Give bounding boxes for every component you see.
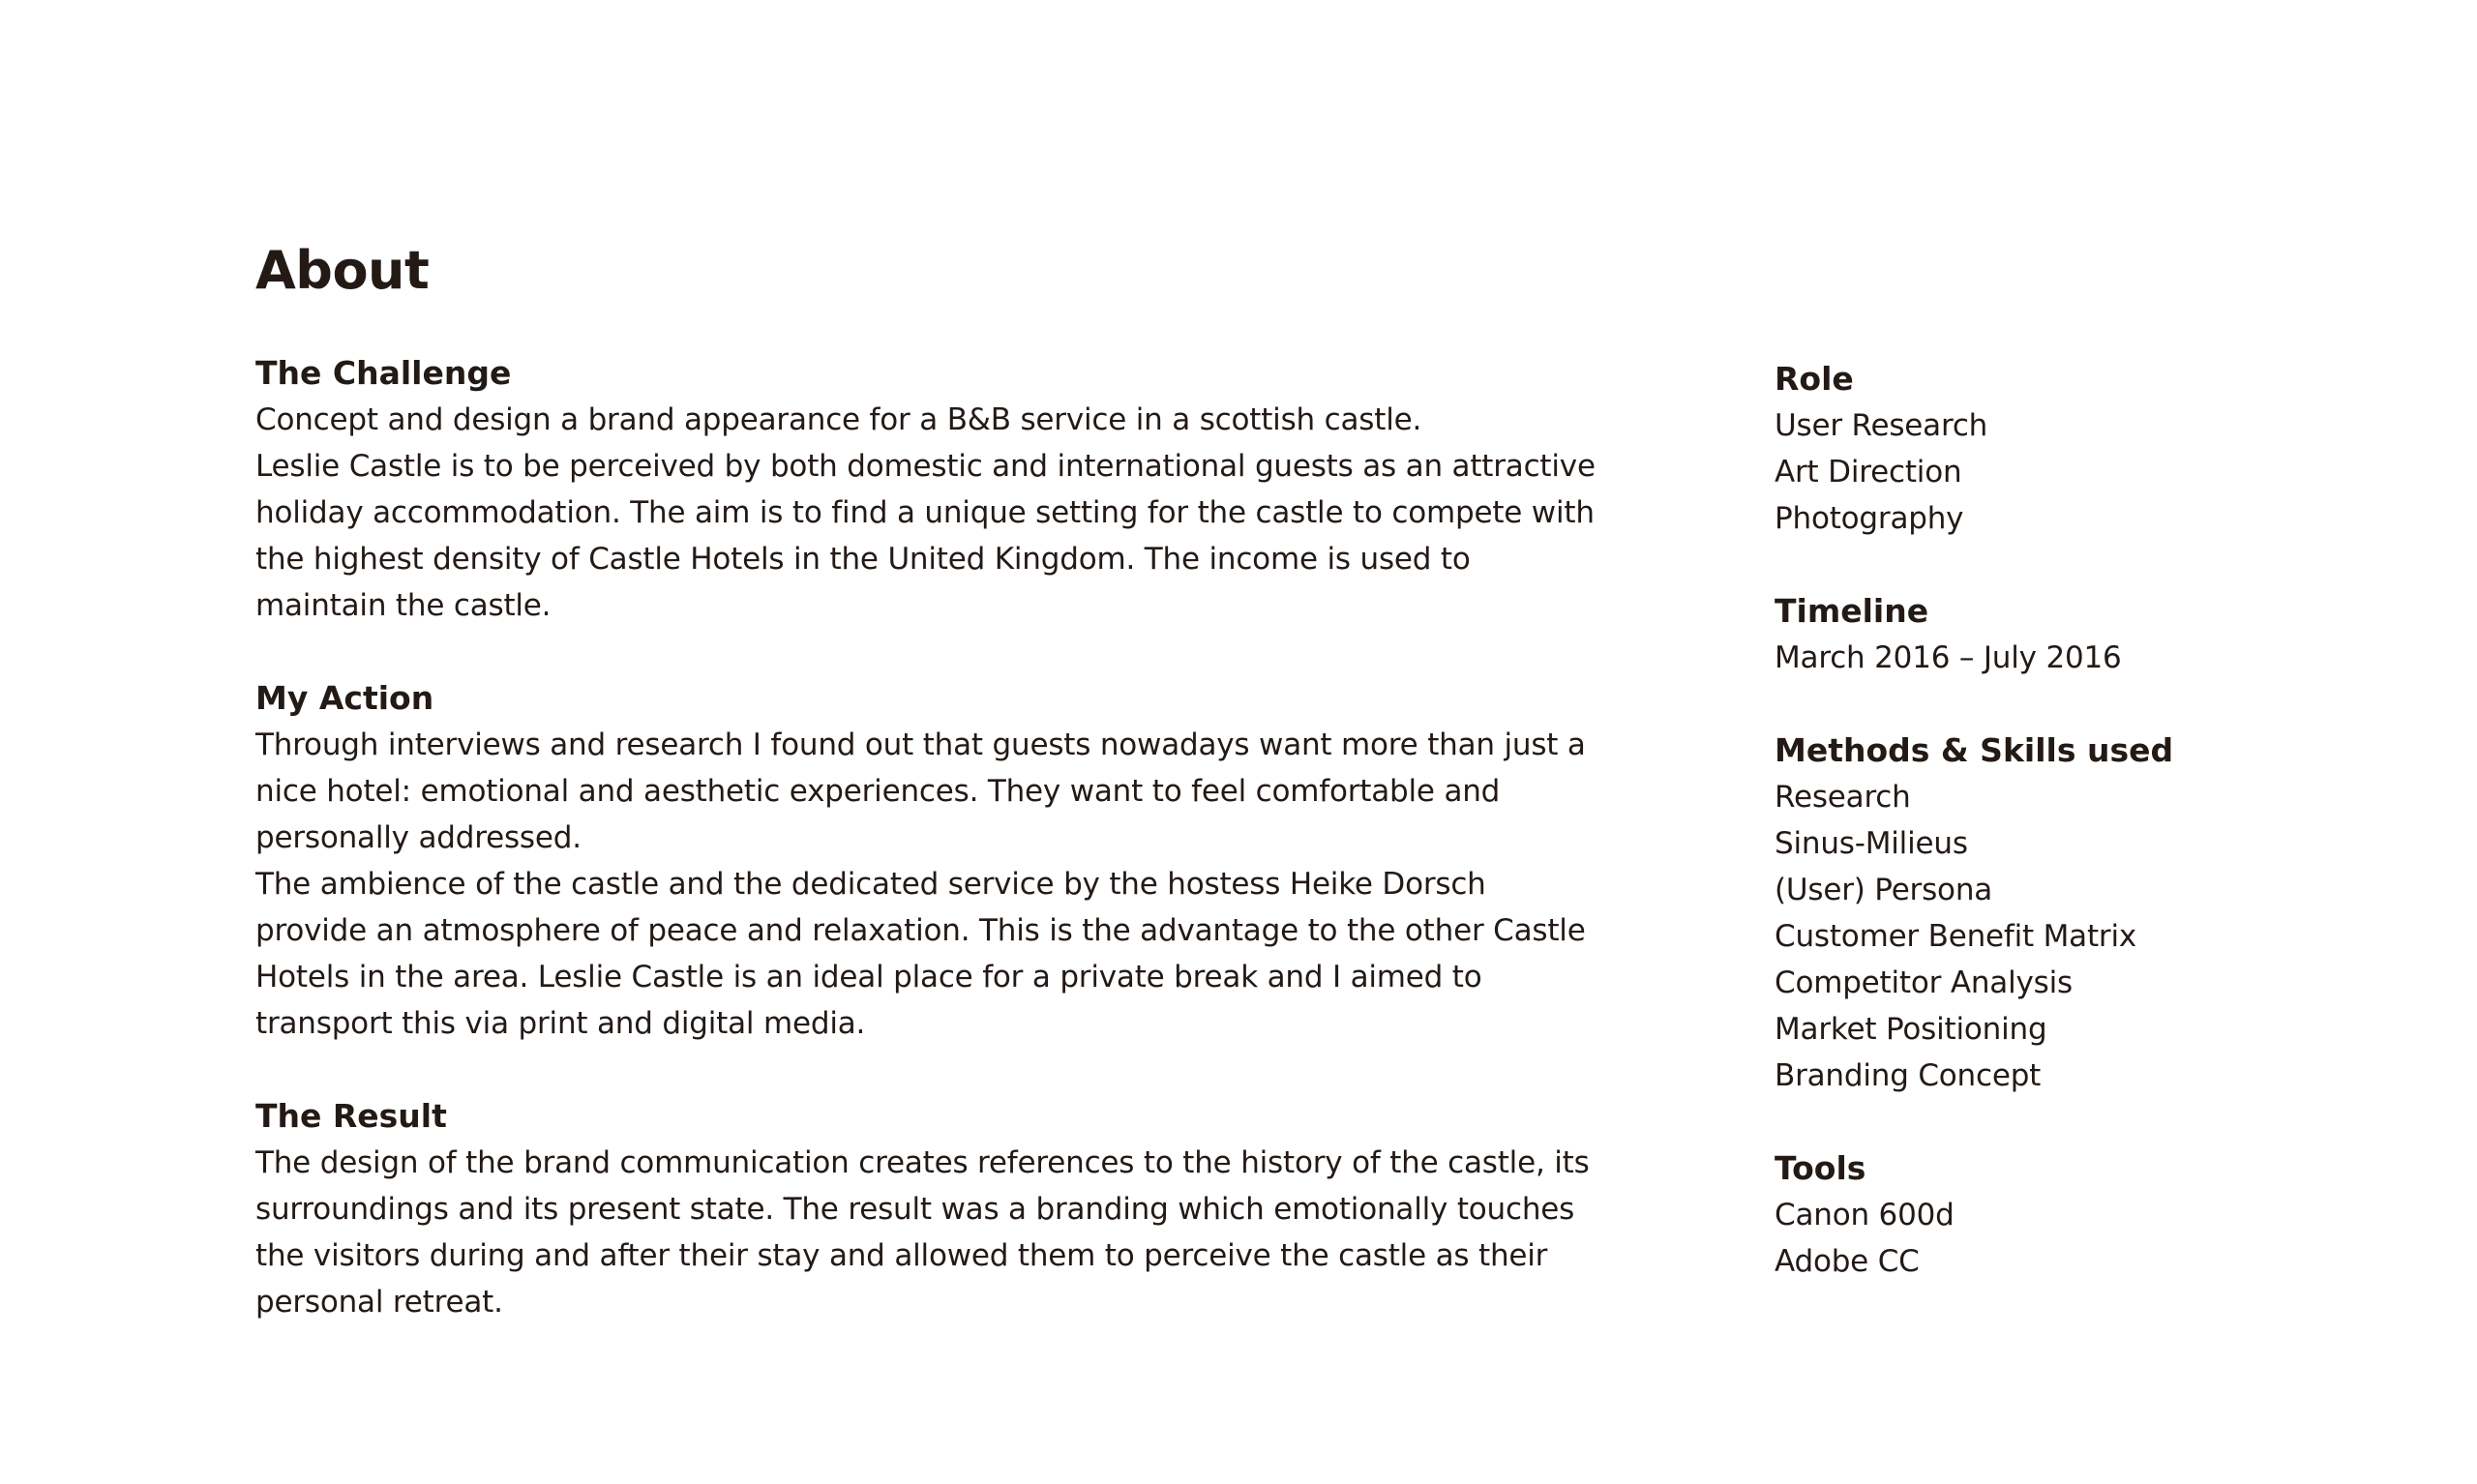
tools-list <box>1775 1192 2374 1285</box>
timeline-block <box>1775 588 2374 681</box>
paragraph: Concept and design a brand appearance for a B&B service in a scottish castle. <box>255 402 1422 437</box>
section-challenge <box>255 350 1600 629</box>
list-item: Sinus-Milieus <box>1775 826 1968 861</box>
section-action <box>255 675 1600 1047</box>
list-item: Branding Concept <box>1775 1058 2042 1093</box>
methods-list <box>1775 774 2374 1099</box>
tools-heading: Tools <box>1775 1149 1866 1187</box>
section-heading-action: My Action <box>255 679 434 717</box>
list-item: (User) Persona <box>1775 873 1993 907</box>
list-item: User Research <box>1775 408 1988 443</box>
page-title: About <box>255 240 430 301</box>
paragraph: The design of the brand communication creates references to the history of the castle, its surroundings and its present state. The result was a branding which emotionally touches the visitors during and after their stay and allowed them to perceive the castle as their personal retreat. <box>255 1145 1590 1320</box>
list-item: Market Positioning <box>1775 1012 2047 1047</box>
section-heading-challenge: The Challenge <box>255 354 512 392</box>
list-item: Canon 600d <box>1775 1198 1955 1232</box>
timeline-heading: Timeline <box>1775 592 1929 630</box>
section-body-result <box>255 1140 1600 1325</box>
list-item: March 2016 – July 2016 <box>1775 640 2122 675</box>
paragraph: Through interviews and research I found out that guests nowadays want more than just a nice hotel: emotional and aesthetic experiences. They want to feel comfortable and personally addressed. <box>255 727 1586 855</box>
section-body-action <box>255 722 1600 1047</box>
methods-heading: Methods & Skills used <box>1775 731 2174 769</box>
role-list <box>1775 402 2374 542</box>
project-details-sidebar <box>1775 356 2374 1331</box>
list-item: Photography <box>1775 501 1964 536</box>
section-heading-result: The Result <box>255 1097 447 1135</box>
paragraph: Leslie Castle is to be perceived by both domestic and international guests as an attractive holiday accommodation. The aim is to find a unique setting for the castle to compete with the highest density of Castle Hotels in the United Kingdom. The income is used to maintain the castle. <box>255 449 1596 623</box>
tools-block <box>1775 1145 2374 1285</box>
paragraph: The ambience of the castle and the dedicated service by the hostess Heike Dorsch provide an atmosphere of peace and relaxation. This is the advantage to the other Castle Hotels in the area. Leslie Castle is an ideal place for a private break and I aimed to transport this via print and digital media. <box>255 867 1586 1041</box>
section-result <box>255 1093 1600 1325</box>
list-item: Adobe CC <box>1775 1244 1920 1279</box>
main-content <box>255 350 1600 1372</box>
role-heading: Role <box>1775 360 1854 398</box>
methods-block <box>1775 727 2374 1099</box>
list-item: Customer Benefit Matrix <box>1775 919 2137 954</box>
role-block <box>1775 356 2374 542</box>
list-item: Research <box>1775 780 1911 815</box>
timeline-list <box>1775 635 2374 681</box>
list-item: Competitor Analysis <box>1775 965 2073 1000</box>
list-item: Art Direction <box>1775 455 1962 490</box>
section-body-challenge <box>255 397 1600 629</box>
